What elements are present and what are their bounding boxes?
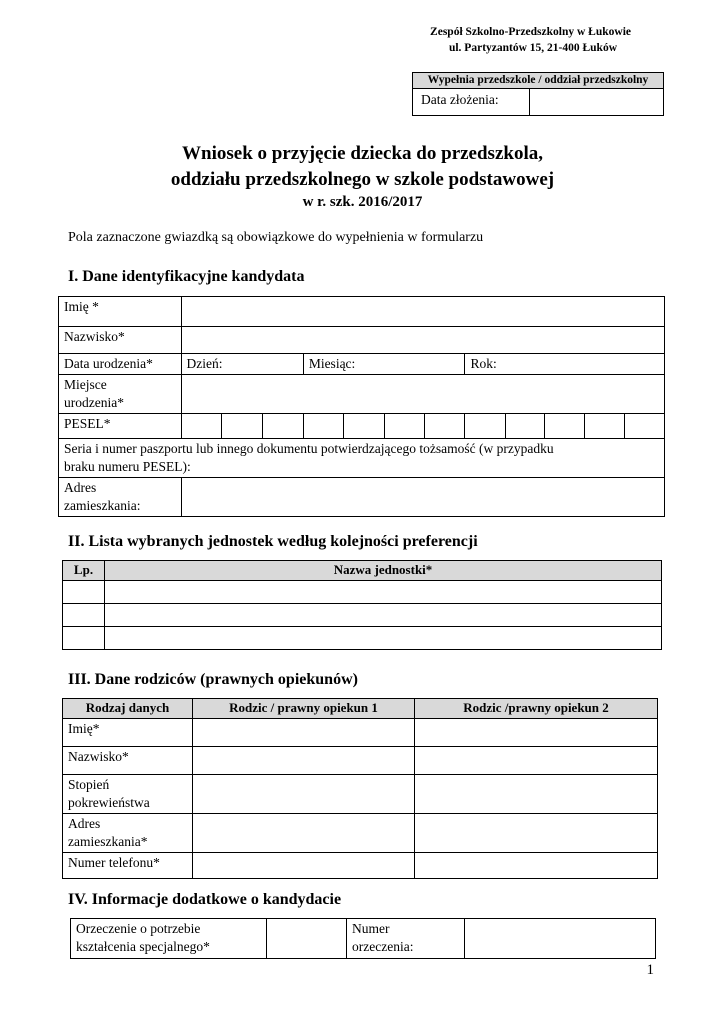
office-use-heading: Wypełnia przedszkole / oddział przedszkolny	[413, 73, 664, 89]
office-use-box	[412, 72, 664, 116]
parent2-first-name-field[interactable]	[415, 719, 658, 747]
pesel-digit[interactable]	[424, 414, 465, 439]
ruling-label-1: Orzeczenie o potrzebie	[76, 921, 201, 936]
address-label-1: Adres	[64, 480, 97, 495]
birth-date-label: Data urodzenia*	[59, 354, 182, 375]
form-title-line1: Wniosek o przyjęcie dziecka do przedszkola,	[182, 143, 543, 164]
ruling-label-2: kształcenia specjalnego*	[76, 939, 210, 954]
parent2-last-name-field[interactable]	[415, 747, 658, 775]
first-name-field[interactable]	[181, 297, 665, 327]
pesel-digit[interactable]	[385, 414, 425, 439]
unit-name-cell[interactable]	[105, 627, 662, 650]
unit-name-column-header: Nazwa jednostki*	[105, 561, 662, 581]
section3-heading: III. Dane rodziców (prawnych opiekunów)	[68, 671, 358, 688]
school-street: ul. Partyzantów 15, 21-400 Łuków	[448, 42, 617, 54]
passport-field[interactable]	[59, 439, 665, 478]
submission-date-field[interactable]	[530, 89, 664, 116]
birthplace-label-2: urodzenia*	[64, 395, 124, 410]
parent2-column-header: Rodzic /prawny opiekun 2	[415, 699, 658, 719]
data-type-column-header: Rodzaj danych	[63, 699, 193, 719]
pesel-digit[interactable]	[263, 414, 304, 439]
passport-label-1: Seria i numer paszportu lub innego dokumentu potwierdzającego tożsamość (w przypadku	[64, 441, 554, 456]
mandatory-fields-note: Pola zaznaczone gwiazdką są obowiązkowe do wypełnienia w formularzu	[68, 230, 484, 245]
parent1-relation-field[interactable]	[193, 775, 415, 814]
birthplace-label	[59, 375, 182, 414]
pesel-digit[interactable]	[624, 414, 664, 439]
parents-table	[62, 698, 658, 879]
birth-month-field[interactable]: Miesiąc:	[303, 354, 465, 375]
school-year: w r. szk. 2016/2017	[302, 194, 423, 210]
parent-address-label-2: zamieszkania*	[68, 834, 148, 849]
first-name-label: Imię *	[59, 297, 182, 327]
pesel-digit[interactable]	[505, 414, 544, 439]
address-field[interactable]	[181, 478, 665, 517]
address-label	[59, 478, 182, 517]
pesel-digit[interactable]	[585, 414, 624, 439]
birthplace-field[interactable]	[181, 375, 665, 414]
last-name-label: Nazwisko*	[59, 327, 182, 354]
pesel-digit[interactable]	[181, 414, 222, 439]
special-education-ruling-label	[71, 919, 267, 959]
parent2-phone-field[interactable]	[415, 853, 658, 879]
parent1-first-name-field[interactable]	[193, 719, 415, 747]
unit-name-cell[interactable]	[105, 581, 662, 604]
passport-label-2: braku numeru PESEL):	[64, 459, 191, 474]
candidate-data-table	[58, 296, 665, 517]
section4-heading: IV. Informacje dodatkowe o kandydacie	[68, 891, 342, 908]
ruling-number-field[interactable]	[465, 919, 656, 959]
phone-label: Numer telefonu*	[63, 853, 193, 879]
relation-label-1: Stopień	[68, 777, 110, 792]
pesel-label: PESEL*	[59, 414, 182, 439]
ruling-number-label-2: orzeczenia:	[352, 939, 414, 954]
address-label-2: zamieszkania:	[64, 498, 141, 513]
parent-first-name-label: Imię*	[63, 719, 193, 747]
section2-heading: II. Lista wybranych jednostek według kolejności preferencji	[68, 533, 478, 550]
relation-label-2: pokrewieństwa	[68, 795, 150, 810]
ruling-number-label-1: Numer	[352, 921, 390, 936]
pesel-digit[interactable]	[344, 414, 385, 439]
parent1-column-header: Rodzic / prawny opiekun 1	[193, 699, 415, 719]
parent2-address-field[interactable]	[415, 814, 658, 853]
pesel-digit[interactable]	[545, 414, 585, 439]
section1-heading: I. Dane identyfikacyjne kandydata	[68, 268, 305, 285]
relation-label	[63, 775, 193, 814]
parent-last-name-label: Nazwisko*	[63, 747, 193, 775]
school-name: Zespół Szkolno-Przedszkolny w Łukowie	[430, 26, 631, 38]
parent1-phone-field[interactable]	[193, 853, 415, 879]
special-education-ruling-field[interactable]	[267, 919, 347, 959]
last-name-field[interactable]	[181, 327, 665, 354]
school-address	[331, 24, 631, 56]
additional-info-table	[70, 918, 656, 959]
form-title-line2: oddziału przedszkolnego w szkole podstawowej	[170, 169, 555, 190]
parent-address-label-1: Adres	[68, 816, 101, 831]
lp-column-header: Lp.	[63, 561, 105, 581]
birth-year-field[interactable]: Rok:	[465, 354, 665, 375]
parent1-last-name-field[interactable]	[193, 747, 415, 775]
submission-date-label: Data złożenia:	[413, 89, 530, 116]
ruling-number-label	[347, 919, 465, 959]
preferences-table	[62, 560, 662, 650]
lp-cell[interactable]	[63, 581, 105, 604]
page-number: 1	[646, 962, 654, 978]
pesel-digit[interactable]	[303, 414, 344, 439]
parent2-relation-field[interactable]	[415, 775, 658, 814]
pesel-digit[interactable]	[222, 414, 263, 439]
parent1-address-field[interactable]	[193, 814, 415, 853]
parent-address-label	[63, 814, 193, 853]
lp-cell[interactable]	[63, 604, 105, 627]
unit-name-cell[interactable]	[105, 604, 662, 627]
pesel-digit[interactable]	[465, 414, 505, 439]
lp-cell[interactable]	[63, 627, 105, 650]
birth-day-field[interactable]: Dzień:	[181, 354, 303, 375]
birthplace-label-1: Miejsce	[64, 377, 107, 392]
